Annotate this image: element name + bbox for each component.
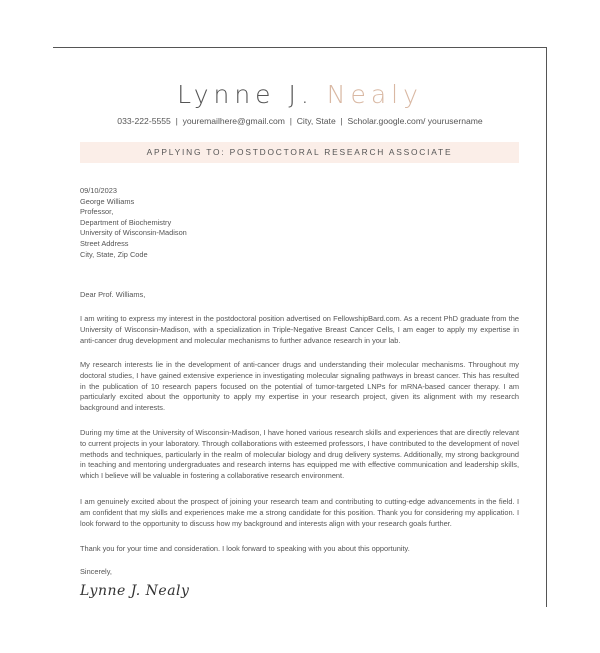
frame-top-line [53,47,547,48]
paragraph-1: I am writing to express my interest in the postdoctoral position advertised on FellowshipBard.com. As a recent PhD graduate from the University of Wisconsin-Madison, with a specialization in Triple-Negative Breast Cancer Cells, I am eager to apply my expertise in anti-cancer drug development and molecular mechanisms to further advance research in your lab. [80,314,519,345]
paragraph-2: My research interests lie in the development of anti-cancer drugs and understanding their molecular mechanisms. Throughout my doctoral studies, I have gained extensive experience in investigating molecular signaling pathways in breast cancer. This has resulted in the publication of 10 research papers focused on the potential of tumor-targeted LNPs for mRNA-based cancer therapy. I am particularly excited about the opportunity to apply my expertise in your research project, given its alignment with my research background and interests. [80,360,519,413]
position-banner [80,142,519,163]
first-name: Lynne J. [177,80,314,109]
handwritten-signature: Lynne J. Nealy [80,583,190,599]
letter-date: 09/10/2023 [80,186,117,195]
frame-right-line [546,47,547,607]
closing: Sincerely, [80,567,112,576]
recipient-name: George Williams [80,196,135,206]
recipient-city: City, State, Zip Code [80,249,148,259]
salutation: Dear Prof. Williams, [80,290,146,299]
recipient-department: Department of Biochemistry [80,217,172,227]
paragraph-4: I am genuinely excited about the prospect of joining your research team and contributing to cutting-edge advancements in the field. I am confident that my skills and experiences make me a strong candidate for this position. Thank you for considering my application. I look forward to the opportunity to discuss how my background and interests align with your research goals further. [80,497,519,528]
banner-text: APPLYING TO: POSTDOCTORAL RESEARCH ASSOCIATE [146,147,453,157]
contact-line: 033-222-5555 | youremailhere@gmail.com | City, State | Scholar.google.com/ yourusername [117,116,483,126]
paragraph-5: Thank you for your time and consideration. I look forward to speaking with you about this opportunity. [80,544,410,553]
recipient-title: Professor, [80,207,114,217]
last-name: Nealy [326,80,423,109]
recipient-street: Street Address [80,238,129,248]
paragraph-3: During my time at the University of Wisconsin-Madison, I have honed various research skills and experiences that are directly relevant to current projects in your laboratory. Through collaborations with esteemed professors, I have contributed to the development of novel methods and techniques, particularly in the realm of molecular biology and drug delivery systems. Additionally, my strong background in teaching and mentoring undergraduates and research interns has equipped me with effective communication and leadership skills, which I believe will be valuable in fostering a collaborative research environment. [80,428,519,481]
recipient-block [80,186,187,260]
applicant-name [0,80,600,109]
recipient-university: University of Wisconsin-Madison [80,228,187,238]
